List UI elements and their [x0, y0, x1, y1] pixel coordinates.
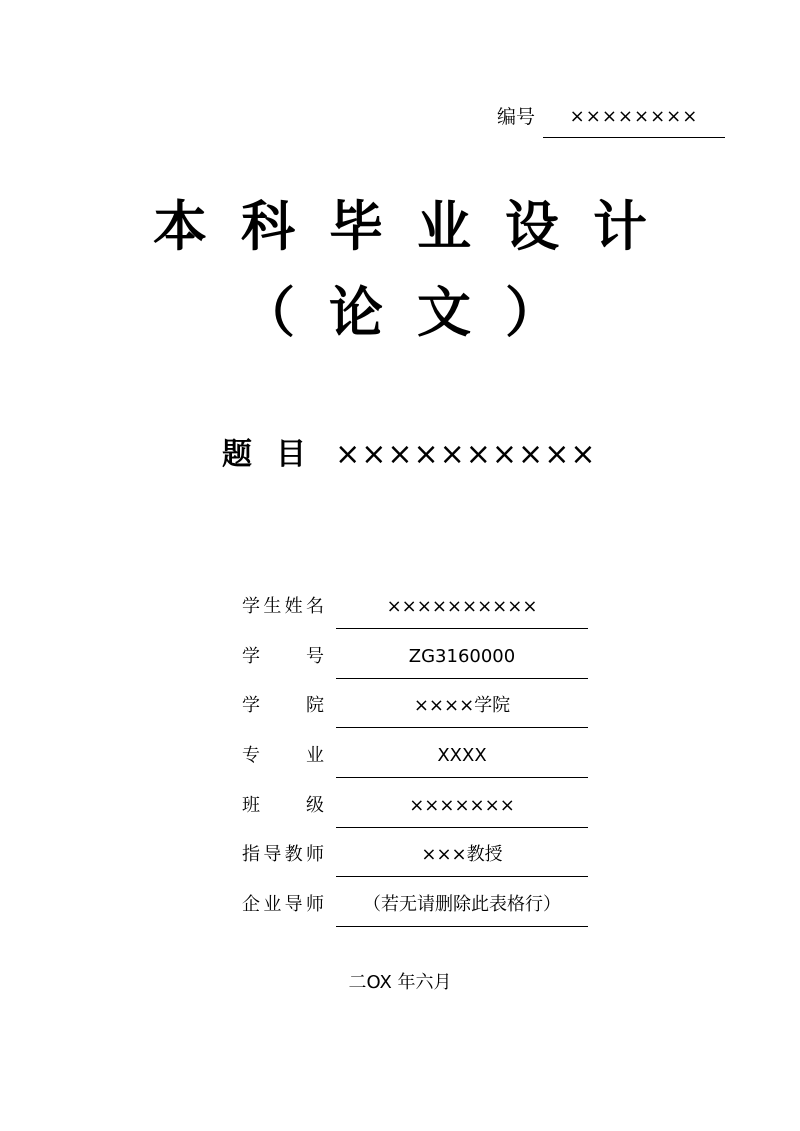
info-row-college: [242, 684, 588, 734]
info-row-advisor: [242, 833, 588, 883]
info-row-major: [242, 734, 588, 784]
info-label-college: 学 院: [242, 695, 324, 717]
info-label-student-name: 学 生 姓 名: [242, 596, 324, 617]
info-label-student-id: 学 号: [242, 645, 324, 667]
info-row-student-name: [242, 585, 588, 635]
topic-value[interactable]: ××××××××××: [335, 437, 597, 472]
info-row-student-id: [242, 635, 588, 685]
thesis-topic: [222, 432, 596, 478]
info-label-enterprise-mentor: 企 业 导 师: [242, 894, 324, 916]
info-value-student-name[interactable]: ××××××××××: [336, 585, 588, 629]
info-value-student-id[interactable]: ZG3160000: [336, 635, 588, 679]
info-value-enterprise-mentor[interactable]: （若无请删除此表格行）: [336, 883, 588, 927]
serial-number-value[interactable]: ××××××××: [543, 104, 725, 138]
student-info-table: [242, 585, 588, 933]
info-label-major: 专 业: [242, 745, 324, 767]
info-row-enterprise-mentor: [242, 883, 588, 933]
document-title: 本科毕业设计: [153, 195, 681, 258]
info-value-advisor[interactable]: ×××教授: [336, 833, 588, 877]
info-value-college[interactable]: ××××学院: [336, 684, 588, 728]
serial-number-label: 编号: [497, 106, 536, 128]
submission-date: 二OX 年六月: [348, 972, 452, 993]
info-value-major[interactable]: XXXX: [336, 734, 588, 778]
document-subtitle: （论文）: [241, 281, 593, 344]
info-label-advisor: 指 导 教 师: [242, 844, 324, 866]
info-label-class: 班 级: [242, 794, 324, 816]
serial-number-field: [497, 104, 725, 138]
info-value-class[interactable]: ×××××××: [336, 784, 588, 828]
info-row-class: [242, 784, 588, 834]
topic-label: 题目: [222, 437, 330, 472]
